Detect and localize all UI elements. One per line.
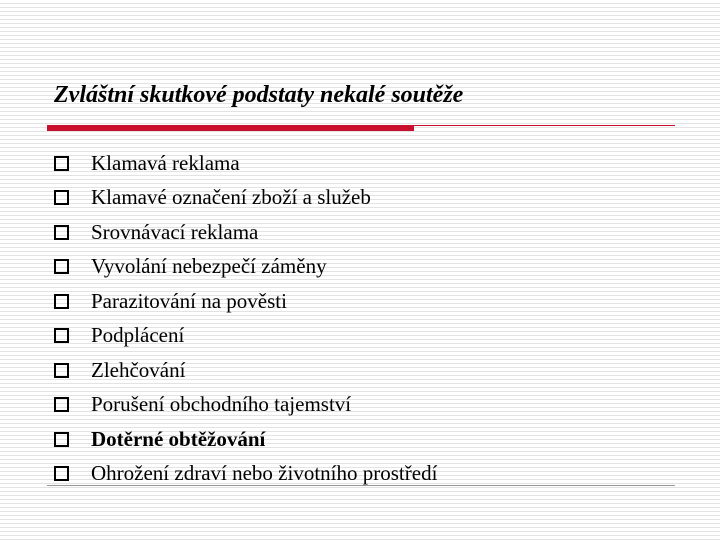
list-item-label: Srovnávací reklama [91, 219, 259, 244]
list-item [54, 215, 437, 250]
hollow-square-bullet-icon [54, 432, 69, 447]
list-item [54, 353, 437, 388]
list-item-label: Klamavé označení zboží a služeb [91, 185, 371, 210]
list-item [54, 388, 437, 423]
hollow-square-bullet-icon [54, 466, 69, 481]
list-item [54, 250, 437, 285]
hollow-square-bullet-icon [54, 294, 69, 309]
hollow-square-bullet-icon [54, 259, 69, 274]
hollow-square-bullet-icon [54, 225, 69, 240]
list-item [54, 146, 437, 181]
list-item-label: Parazitování na pověsti [91, 288, 287, 313]
title-underline-thick [47, 125, 414, 131]
list-item-label: Podplácení [91, 323, 185, 348]
title-underline-thin [414, 125, 675, 126]
bullet-list [54, 146, 437, 491]
slide-title: Zvláštní skutkové podstaty nekalé soutěže [54, 82, 464, 108]
hollow-square-bullet-icon [54, 156, 69, 171]
hollow-square-bullet-icon [54, 190, 69, 205]
bottom-divider [47, 485, 675, 486]
list-item [54, 181, 437, 216]
list-item [54, 284, 437, 319]
list-item [54, 422, 437, 457]
list-item-label: Vyvolání nebezpečí záměny [91, 254, 327, 279]
hollow-square-bullet-icon [54, 328, 69, 343]
list-item [54, 319, 437, 354]
list-item-label: Dotěrné obtěžování [91, 426, 266, 451]
list-item-label: Zlehčování [91, 357, 186, 382]
hollow-square-bullet-icon [54, 397, 69, 412]
hollow-square-bullet-icon [54, 363, 69, 378]
list-item-label: Ohrožení zdraví nebo životního prostředí [91, 461, 438, 486]
list-item-label: Porušení obchodního tajemství [91, 392, 352, 417]
list-item-label: Klamavá reklama [91, 150, 240, 175]
